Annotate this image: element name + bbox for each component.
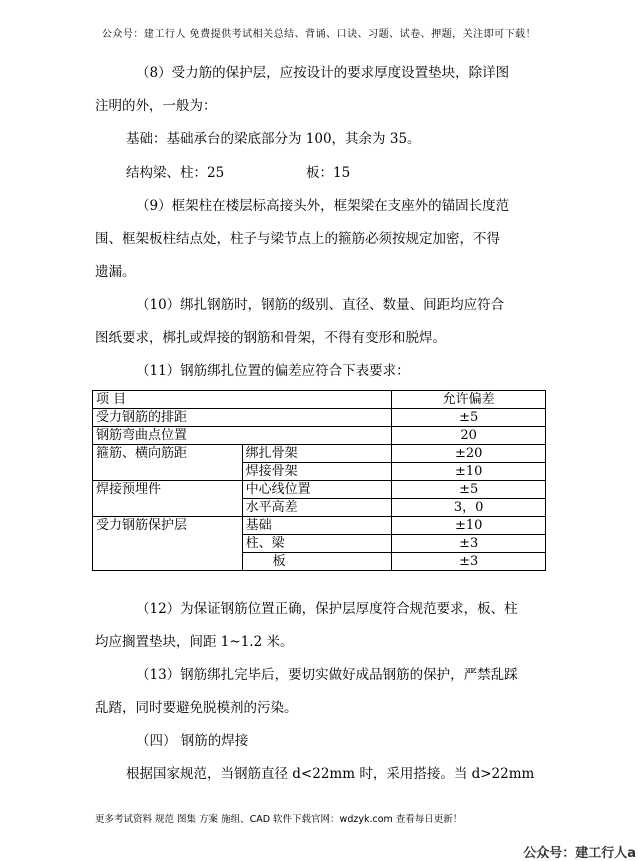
- paragraph-line: 注明的外，一般为：: [95, 98, 217, 114]
- table-header-cell: 项 目: [93, 391, 392, 409]
- table-cell: 中心线位置: [242, 481, 392, 499]
- table-cell: 箍筋、横向筋距: [93, 445, 243, 481]
- table-row: [93, 427, 546, 445]
- page-footer: 更多考试资料 规范 图集 方案 施组、CAD 软件下载官网：wdzyk.com 查看每日更新！: [95, 814, 463, 825]
- table-row: [93, 409, 546, 427]
- table-cell: ±3: [392, 553, 546, 571]
- paragraph-line: （11）钢筋绑扎位置的偏差应符合下表要求：: [136, 363, 410, 379]
- paragraph-line: 板：15: [306, 165, 351, 181]
- paragraph-line: （9）框架柱在楼层标高接头外，框架梁在支座外的锚固长度范: [136, 198, 510, 214]
- paragraph-line: （8）受力筋的保护层，应按设计的要求厚度设置垫块，除详图: [136, 65, 510, 81]
- table-header-cell: 允许偏差: [392, 391, 546, 409]
- table-cell: ±5: [392, 481, 546, 499]
- table-cell: 焊接骨架: [242, 463, 392, 481]
- table-cell: ±10: [392, 463, 546, 481]
- tolerance-table: [92, 390, 546, 571]
- paragraph-line: 遗漏。: [95, 264, 136, 280]
- table-cell: 柱、梁: [242, 535, 392, 553]
- table-cell: 水平高差: [242, 499, 392, 517]
- table-cell: ±10: [392, 517, 546, 535]
- table-cell: 基础: [242, 517, 392, 535]
- table-row: [93, 481, 546, 499]
- table-cell: ±20: [392, 445, 546, 463]
- table-header-row: [93, 391, 546, 409]
- paragraph-line: 图纸要求，梆扎或焊接的钢筋和骨架，不得有变形和脱焊。: [95, 330, 446, 346]
- table-cell: 钢筋弯曲点位置: [93, 427, 392, 445]
- paragraph-line: 围、框架板柱结点处，柱子与梁节点上的箍筋必须按规定加密，不得: [95, 231, 500, 247]
- table-cell: 3，0: [392, 499, 546, 517]
- paragraph-line: 根据国家规范，当钢筋直径 d<22mm 时，采用搭接。当 d>22mm: [126, 766, 535, 782]
- paragraph-line: 基础：基础承台的梁底部分为 100，其余为 35。: [126, 131, 421, 147]
- watermark-text: 公众号：建工行人a: [523, 846, 636, 861]
- table-cell: 板: [242, 553, 392, 571]
- table-cell: 绑扎骨架: [242, 445, 392, 463]
- table-row: [93, 445, 546, 463]
- paragraph-line: （13）钢筋绑扎完毕后，要切实做好成品钢筋的保护，严禁乱踩: [136, 667, 518, 683]
- table-cell: 受力钢筋保护层: [93, 517, 243, 571]
- table-cell: 焊接预埋件: [93, 481, 243, 517]
- table-cell: ±5: [392, 409, 546, 427]
- paragraph-line: 结构梁、柱：25: [126, 165, 225, 181]
- page-header: 公众号：建工行人 免费提供考试相关总结、背诵、口诀、习题、试卷、押题，关注即可下载！: [101, 29, 537, 40]
- paragraph-line: 均应搁置垫块，间距 1~1.2 米。: [95, 634, 294, 650]
- paragraph-line: （12）为保证钢筋位置正确，保护层厚度符合规范要求，板、柱: [136, 601, 518, 617]
- table-cell: 20: [392, 427, 546, 445]
- paragraph-line: （10）绑扎钢筋时，钢筋的级别、直径、数量、间距均应符合: [136, 297, 505, 313]
- table-row: [93, 517, 546, 535]
- section-heading: （四） 钢筋的焊接: [136, 733, 249, 749]
- paragraph-line: 乱踏，同时要避免脱模剂的污染。: [95, 700, 298, 716]
- table-cell: 受力钢筋的排距: [93, 409, 392, 427]
- table-cell: ±3: [392, 535, 546, 553]
